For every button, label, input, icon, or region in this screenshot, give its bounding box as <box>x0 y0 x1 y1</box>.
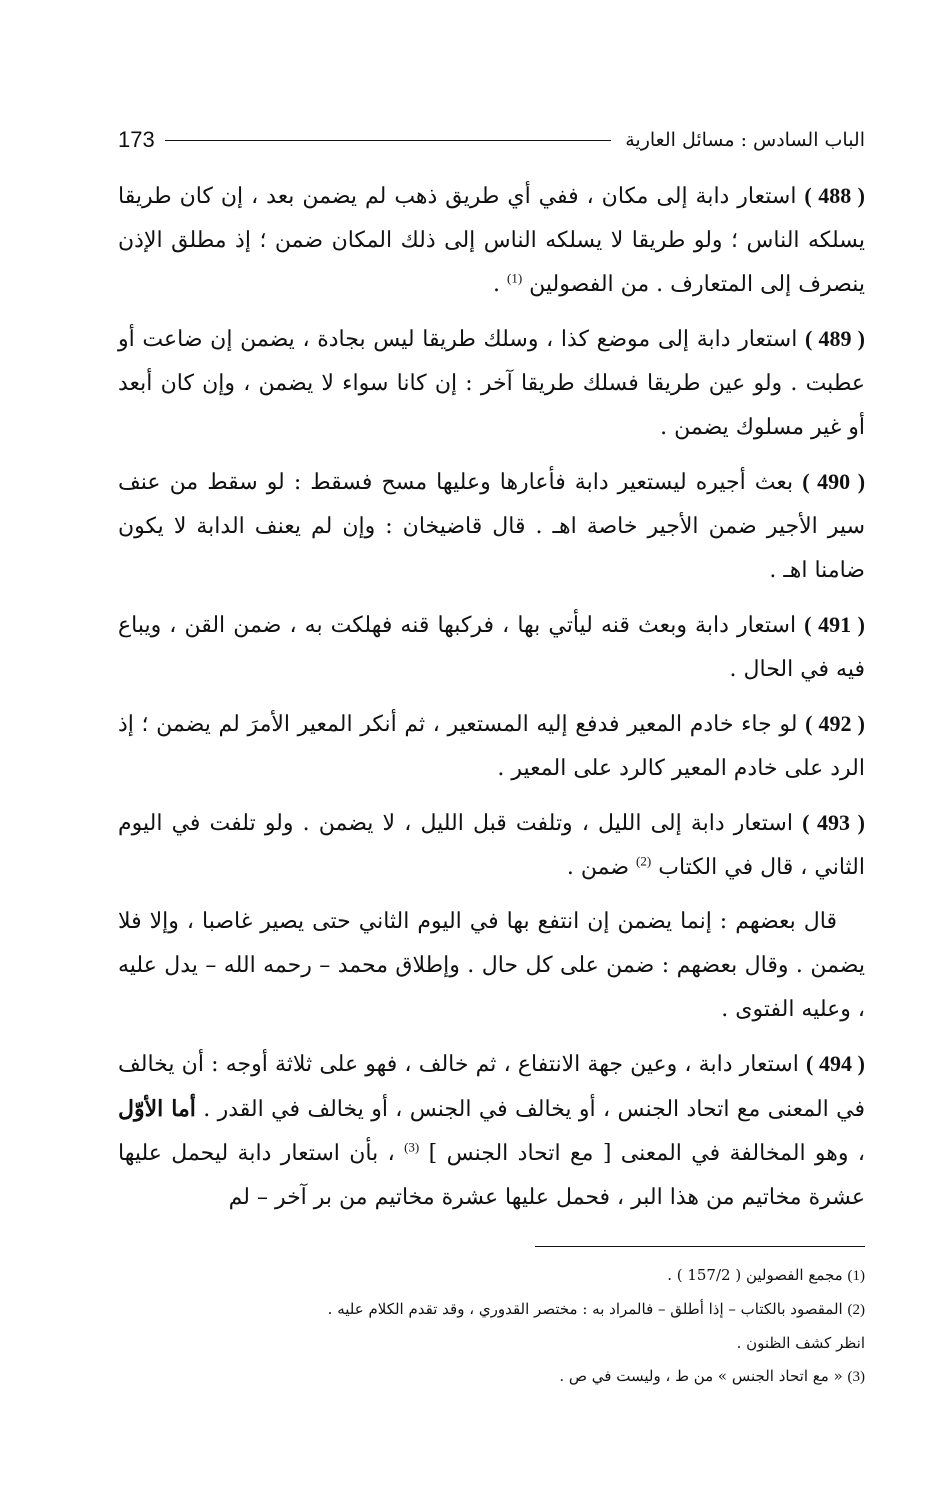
paragraph-text: ، بأن استعار دابة ليحمل عليها عشرة مخاتيم من هذا البر ، فحمل عليها عشرة مخاتيم من بر آخر – لم <box>118 1141 865 1210</box>
paragraph-text: استعار دابة إلى الليل ، وتلفت قبل الليل ، لا يضمن . ولو تلفت في اليوم الثاني ، قال في الكتاب <box>118 811 865 880</box>
paragraph-490 <box>118 460 865 593</box>
footnote-ref: (2) <box>636 853 652 869</box>
paragraph-494 <box>118 1042 865 1220</box>
footnote-ref: (3) <box>404 1139 420 1155</box>
issue-number: ( 492 ) <box>805 711 865 736</box>
book-page <box>118 118 865 1396</box>
footnote-text: انظر كشف الظنون . <box>736 1334 865 1352</box>
paragraph-text: استعار دابة ، وعين جهة الانتفاع ، ثم خالف ، فهو على ثلاثة أوجه : أن يخالف في المعنى مع اتحاد الجنس ، أو يخالف في الجنس ، أو يخالف في القدر . <box>118 1052 866 1122</box>
footnote-text: المقصود بالكتاب – إذا أطلق – فالمراد به : مختصر القدوري ، وقد تقدم الكلام عليه . <box>327 1300 843 1318</box>
paragraph-491 <box>118 603 865 692</box>
paragraph-tail: . <box>492 272 507 297</box>
paragraph-text: بعث أجيره ليستعير دابة فأعارها وعليها مسح فسقط : لو سقط من عنف سير الأجير ضمن الأجير خاصة اهـ . قال قاضيخان : وإن لم يعنف الدابة لا يكون ضامنا اهـ . <box>118 470 866 583</box>
running-title: الباب السادس : مسائل العارية <box>625 129 865 151</box>
paragraph-488 <box>118 174 865 307</box>
footnote-text: مجمع الفصولين ( 157/2 ) . <box>667 1266 843 1284</box>
footnote-text: « مع اتحاد الجنس » من ط ، وليست في ص . <box>559 1367 843 1385</box>
footnotes <box>118 1261 865 1392</box>
footnote-1 <box>118 1261 865 1291</box>
footnote-2 <box>118 1295 865 1325</box>
header-rule <box>165 140 612 141</box>
issue-number: ( 493 ) <box>802 810 866 835</box>
paragraph-text: استعار دابة إلى مكان ، ففي أي طريق ذهب لم يضمن بعد ، إن كان طريقا يسلكه الناس ؛ ولو طريقا لا يسلكه الناس إلى ذلك المكان ضمن ؛ إذ مطلق الإذن ينصرف إلى المتعارف . من الفصولين <box>118 184 865 297</box>
page-number: 173 <box>118 127 155 152</box>
page-header <box>118 118 865 162</box>
issue-number: ( 488 ) <box>804 183 865 208</box>
footnote-2-continuation <box>118 1329 865 1358</box>
body-text <box>118 174 865 1220</box>
footnote-separator <box>535 1246 865 1247</box>
paragraph-493 <box>118 801 865 890</box>
paragraph-tail: ضمن . <box>566 855 637 880</box>
paragraph-text: استعار دابة وبعث قنه ليأتي بها ، فركبها قنه فهلكت به ، ضمن القن ، ويباع فيه في الحال . <box>118 613 865 682</box>
footnote-ref: (1) <box>506 270 523 286</box>
paragraph-text: استعار دابة إلى موضع كذا ، وسلك طريقا ليس بجادة ، يضمن إن ضاعت أو عطبت . ولو عين طريقا فسلك طريقا آخر : إن كانا سواء لا يضمن ، وإن كان أبعد أو غير مسلوك يضمن . <box>118 327 865 440</box>
issue-number: ( 489 ) <box>805 326 865 351</box>
paragraph-continuation: قال بعضهم : إنما يضمن إن انتفع بها في اليوم الثاني حتى يصير غاصبا ، وإلا فلا يضمن . وقال بعضهم : ضمن على كل حال . وإطلاق محمد – رحمه الله – يدل عليه ، وعليه الفتوى . <box>118 909 865 1022</box>
issue-number: ( 491 ) <box>804 612 866 637</box>
footnote-number: (2) <box>847 1302 865 1318</box>
issue-number: ( 490 ) <box>802 469 866 494</box>
paragraph-492 <box>118 702 865 791</box>
bold-heading-word: أما الأوّل <box>118 1096 196 1122</box>
issue-number: ( 494 ) <box>805 1051 866 1076</box>
footnote-number: (3) <box>847 1369 865 1385</box>
paragraph-text: ، وهو المخالفة في المعنى [ مع اتحاد الجنس ] <box>428 1141 865 1166</box>
paragraph-489 <box>118 317 865 450</box>
paragraph-text: لو جاء خادم المعير فدفع إليه المستعير ، ثم أنكر المعير الأمرَ لم يضمن ؛ إذ الرد على خادم المعير كالرد على المعير . <box>118 712 865 781</box>
footnote-number: (1) <box>847 1268 865 1284</box>
footnote-3 <box>118 1362 865 1392</box>
